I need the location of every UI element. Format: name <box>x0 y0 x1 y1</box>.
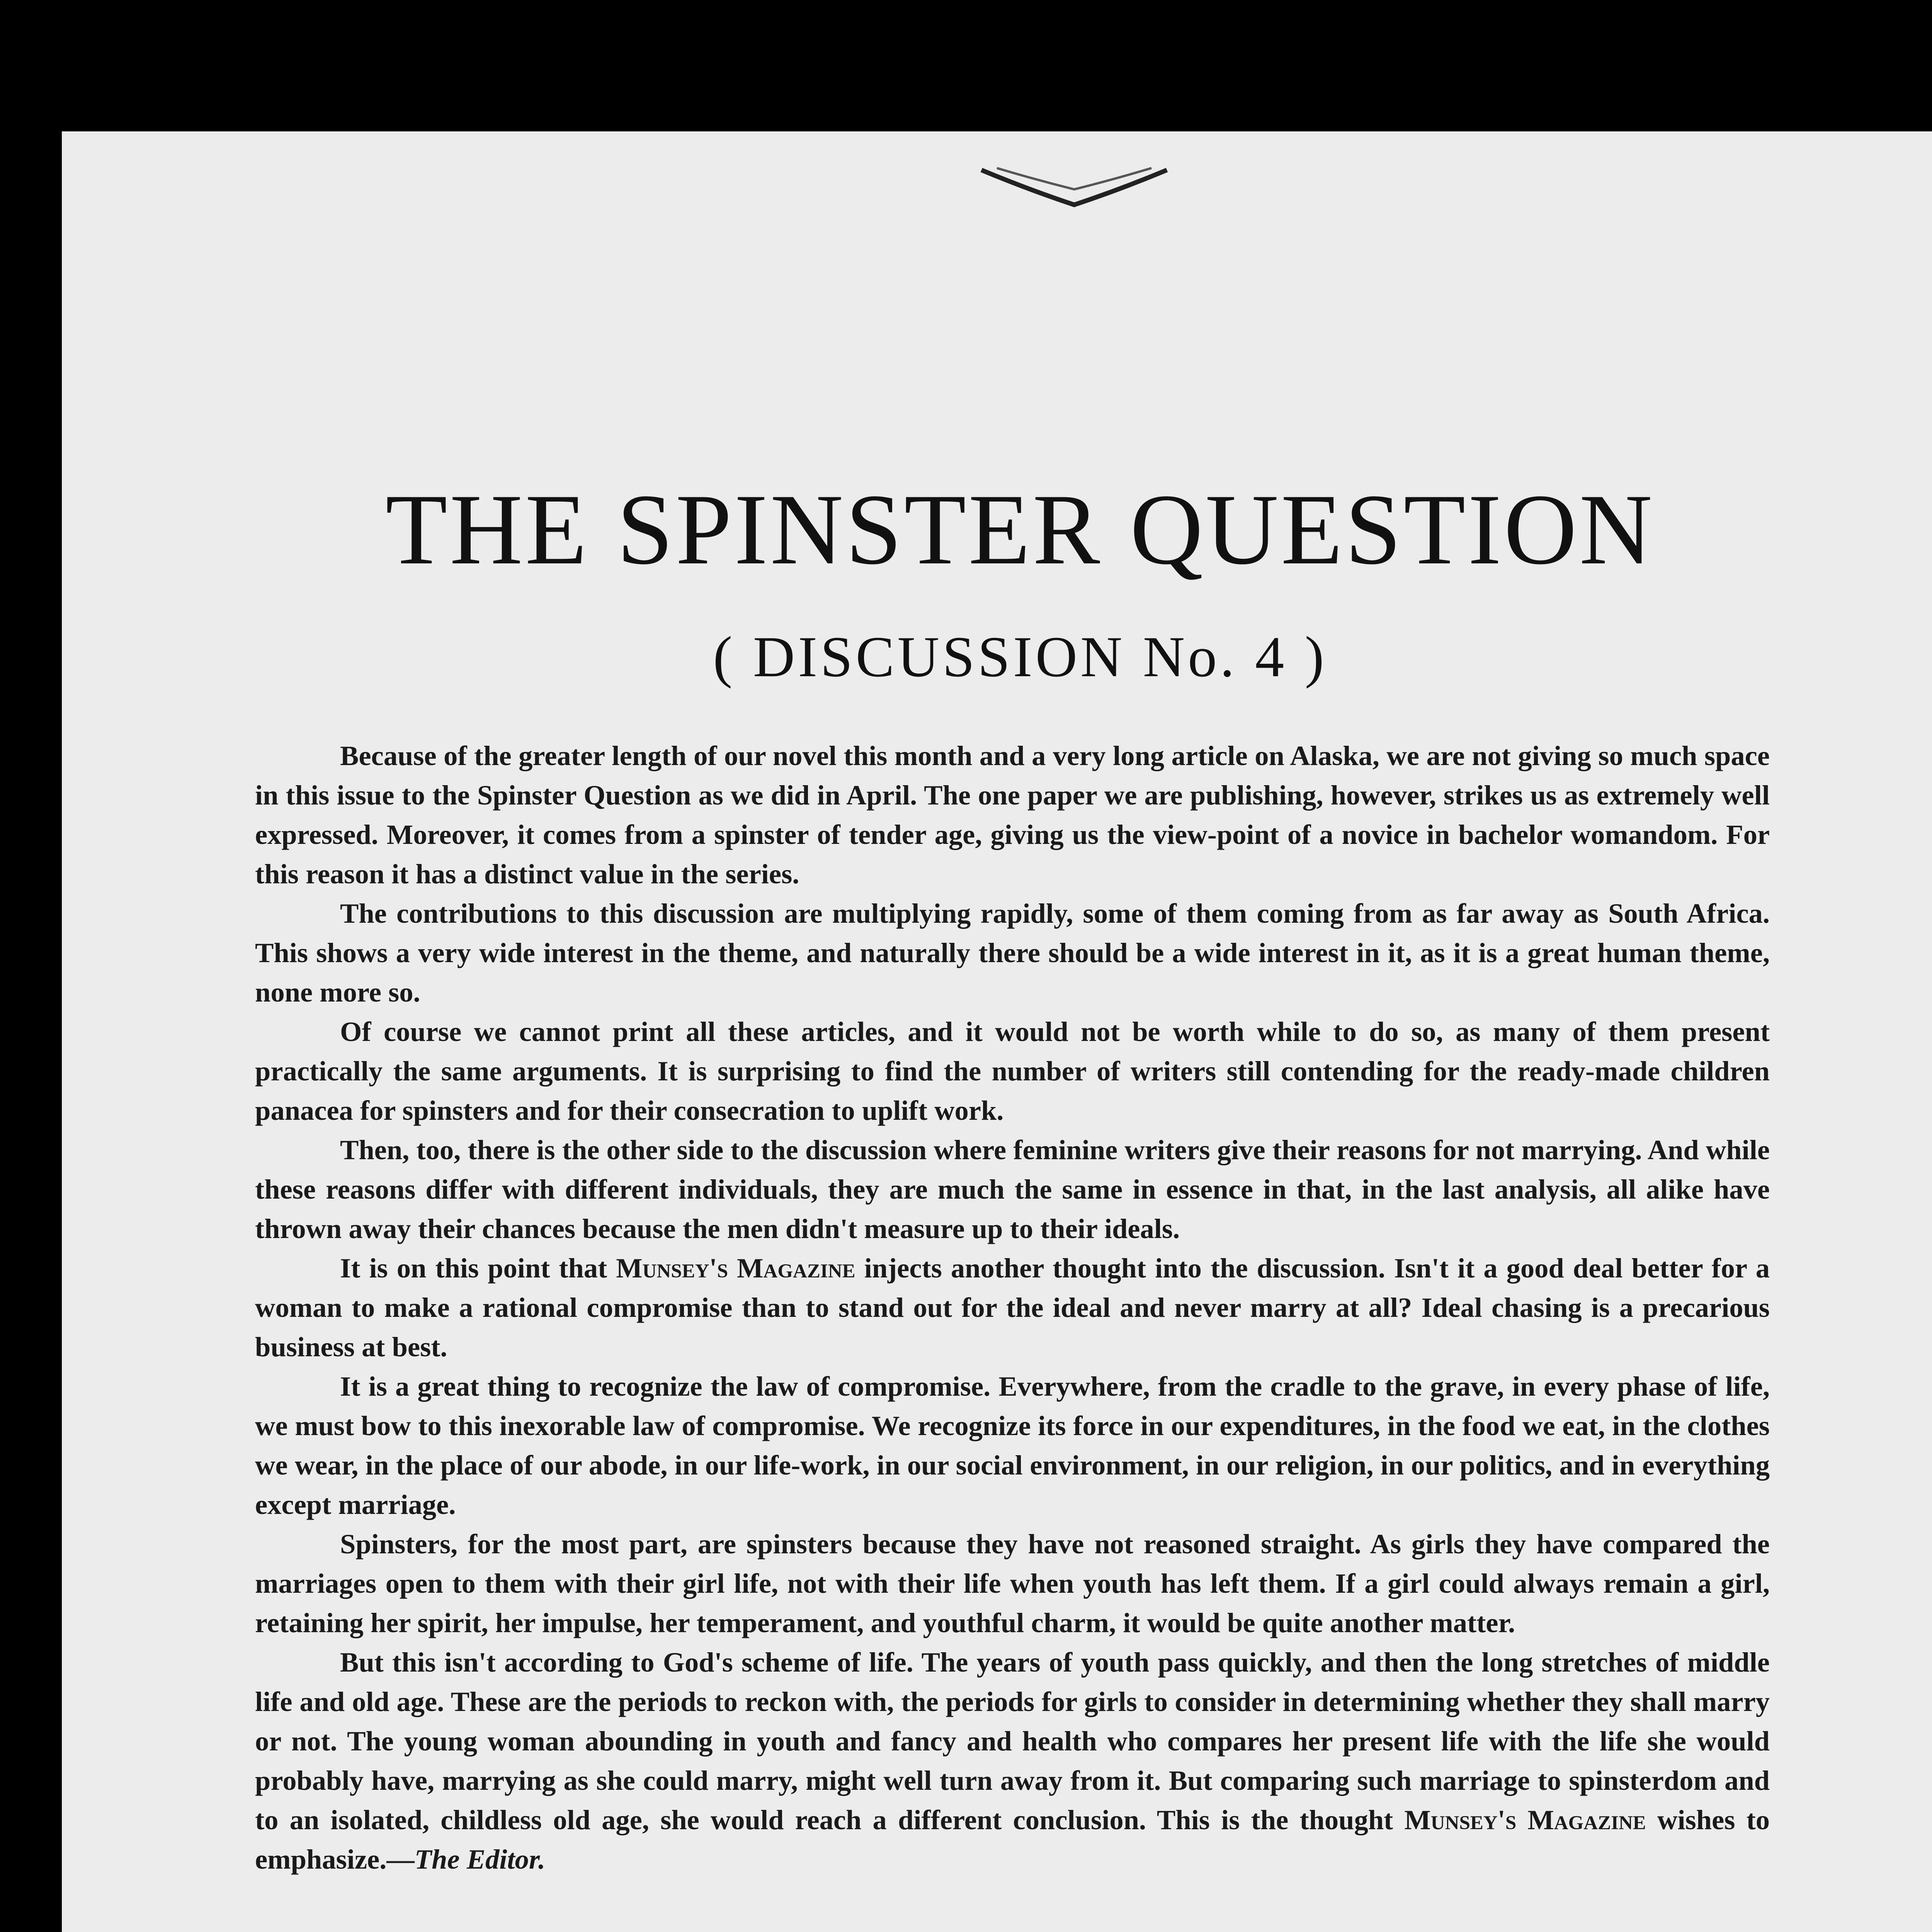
intro-paragraph: It is a great thing to recognize the law of compromise. Everywhere, from the cradle to the grave, in every phase of life, we must bow to this inexorable law of compromise. We recognize its force in our expenditures, in the food we eat, in the clothes we wear, in the place of our abode, in our life-work, in our social environment, in our religion, in our politics, and in everything except marriage. <box>255 1371 1770 1520</box>
intro-paragraph: The contributions to this discussion are multiplying rapidly, some of them coming from as far away as South Africa. This shows a very wide interest in the theme, and naturally there should be a wide interest in it, as it is a great human theme, none more so. <box>255 898 1770 1008</box>
intro-text: It is on this point that <box>340 1252 616 1284</box>
intro-text: But this isn't according to God's scheme of life. The years of youth pass quickly, and then the long stretches of middle life and old age. These are the periods to reckon with, the periods for girls to consider in determining whether they shall marry or not. The young woman abounding in youth and fancy and health who compares her present life with the life she would probably have, marrying as she could marry, might well turn away from it. But comparing such marriage to spinsterdom and to an isolated, childless old age, she would reach a different conclusion. This is the thought <box>255 1646 1770 1835</box>
magazine-name: Munsey's Magazine <box>616 1252 855 1284</box>
intro-paragraph: Of course we cannot print all these articles, and it would not be worth while to do so, as many of them present practically the same arguments. It is surprising to find the number of writers still contending for the ready-made children panacea for spinsters and for their consecration to uplift work. <box>255 1016 1770 1126</box>
article-title: THE SPINSTER QUESTION <box>385 473 1655 585</box>
intro-text: injects another thought into the discussion. Isn't it a good deal better for a woman to make a rational compromise than to stand out for the ideal and never marry at all? Ideal chasing is a precarious business at best. <box>255 1252 1770 1362</box>
editorial-intro <box>255 736 1770 1879</box>
intro-paragraph: Then, too, there is the other side to the discussion where feminine writers give their reasons for not marrying. And while these reasons differ with different individuals, they are much the same in essence in that, in the last analysis, all alike have thrown away their chances because the men didn't measure up to their ideals. <box>255 1134 1770 1244</box>
intro-text: wishes to emphasize.— <box>255 1804 1770 1875</box>
intro-paragraph: Spinsters, for the most part, are spinsters because they have not reasoned straight. As girls they have compared the marriages open to them with their girl life, not with their life when youth has left them. If a girl could always remain a girl, retaining her spirit, her impulse, her temperament, and youthful charm, it would be quite another matter. <box>255 1528 1770 1638</box>
article-subtitle: ( DISCUSSION No. 4 ) <box>713 625 1327 689</box>
intro-paragraph <box>255 1248 1770 1367</box>
editor-signature: The Editor. <box>414 1844 546 1875</box>
magazine-name: Munsey's Magazine <box>1404 1804 1646 1835</box>
intro-paragraph: Because of the greater length of our novel this month and a very long article on Alaska, we are not giving so much space in this issue to the Spinster Question as we did in April. The one paper we are publishing, however, strikes us as extremely well expressed. Moreover, it comes from a spinster of tender age, giving us the view-point of a novice in bachelor womandom. For this reason it has a distinct value in the series. <box>255 740 1770 889</box>
header-ornament <box>974 162 1175 213</box>
intro-paragraph <box>255 1643 1770 1879</box>
